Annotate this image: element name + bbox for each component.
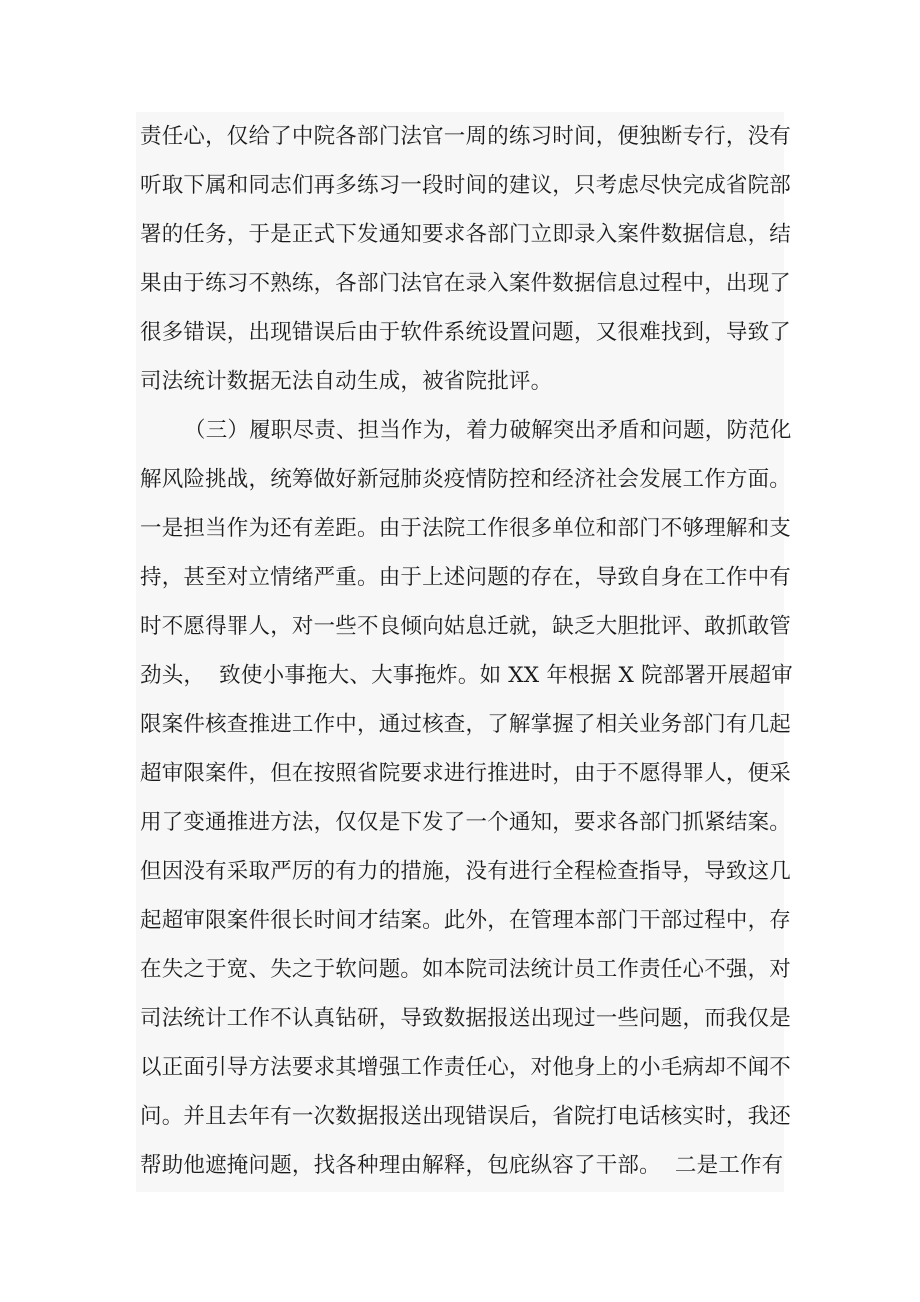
text-line-6: 司法统计数据无法自动生成，被省院批评。 xyxy=(140,369,553,394)
text-line-15: 用了变通推进方法，仅仅是下发了一个通知，要求各部门抓紧结案。 xyxy=(140,810,792,835)
text-line-8: 解风险挑战，统筹做好新冠肺炎疫情防控和经济社会发展工作方面。 xyxy=(140,467,792,492)
text-line-9: 一是担当作为还有差距。由于法院工作很多单位和部门不够理解和支 xyxy=(140,516,792,541)
text-line-11: 时不愿得罪人，对一些不良倾向姑息迁就，缺乏大胆批评、敢抓敢管 xyxy=(140,614,792,639)
text-line-2: 听取下属和同志们再多练习一段时间的建议，只考虑尽快完成省院部 xyxy=(140,173,792,198)
text-line-10: 持，甚至对立情绪严重。由于上述问题的存在，导致自身在工作中有 xyxy=(140,565,792,590)
text-line-5: 很多错误，出现错误后由于软件系统设置问题，又很难找到，导致了 xyxy=(140,320,792,345)
text-line-22: 帮助他遮掩问题，找各种理由解释，包庇纵容了干部。 二是工作有 xyxy=(140,1153,784,1178)
text-line-14: 超审限案件，但在按照省院要求进行推进时，由于不愿得罪人，便采 xyxy=(140,761,792,786)
body-text xyxy=(136,112,793,1192)
text-line-17: 起超审限案件很长时间才结案。此外，在管理本部门干部过程中，存 xyxy=(140,908,792,933)
text-line-4: 果由于练习不熟练，各部门法官在录入案件数据信息过程中，出现了 xyxy=(140,271,792,296)
text-line-13: 限案件核查推进工作中，通过核查，了解掌握了相关业务部门有几起 xyxy=(140,712,792,737)
section-heading-3: （三）履职尽责、担当作为，着力破解突出矛盾和问题，防范化 xyxy=(184,418,792,443)
text-line-3: 署的任务，于是正式下发通知要求各部门立即录入案件数据信息，结 xyxy=(140,222,792,247)
text-line-1: 责任心，仅给了中院各部门法官一周的练习时间，便独断专行，没有 xyxy=(140,124,792,149)
text-line-20: 以正面引导方法要求其增强工作责任心，对他身上的小毛病却不闻不 xyxy=(140,1055,792,1080)
text-line-19: 司法统计工作不认真钻研，导致数据报送出现过一些问题，而我仅是 xyxy=(140,1006,792,1031)
text-line-18: 在失之于宽、失之于软问题。如本院司法统计员工作责任心不强，对 xyxy=(140,957,792,982)
text-line-12: 劲头， 致使小事拖大、大事拖炸。如 XX 年根据 X 院部署开展超审 xyxy=(140,663,793,688)
text-line-21: 问。并且去年有一次数据报送出现错误后，省院打电话核实时，我还 xyxy=(140,1104,792,1129)
text-line-16: 但因没有采取严厉的有力的措施，没有进行全程检查指导，导致这几 xyxy=(140,859,792,884)
